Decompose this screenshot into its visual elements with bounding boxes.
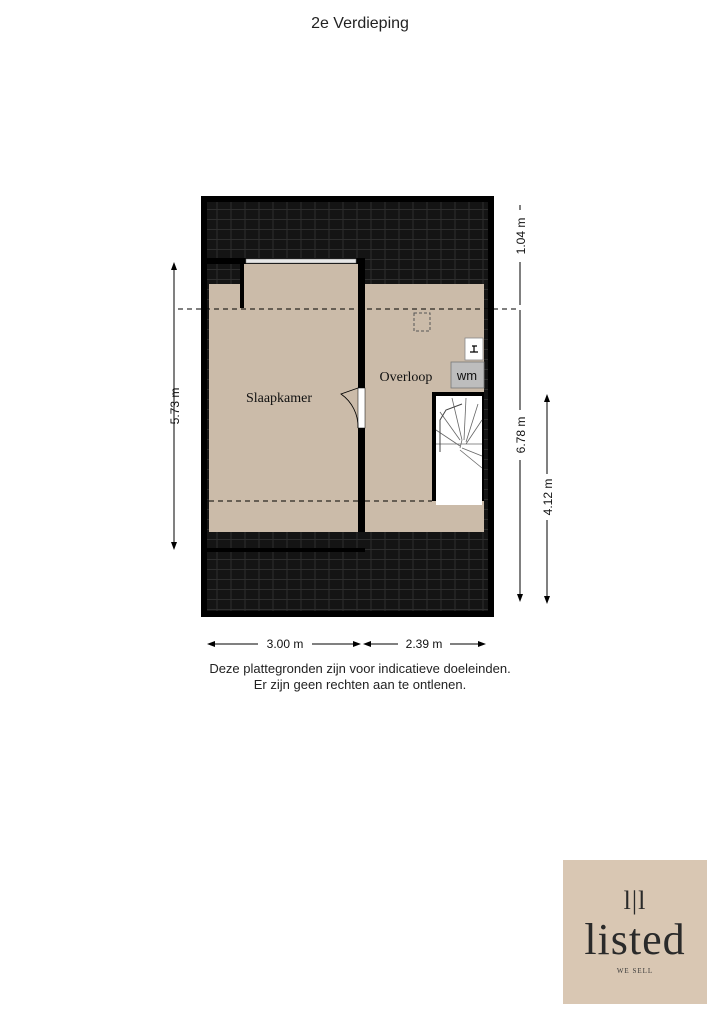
dim-width-right-label: 2.39 m (405, 637, 443, 651)
bedroom-notch (209, 264, 243, 284)
dim-width-left-label: 3.00 m (266, 637, 304, 651)
landing-label: Overloop (379, 370, 433, 385)
disclaimer-line-1: Deze plattegronden zijn voor indicatieve doeleinden. (209, 661, 511, 676)
wall-bedroom-bottom (207, 532, 365, 550)
disclaimer-line-2: Er zijn geen rechten aan te ontlenen. (253, 677, 467, 692)
logo-wordmark: listed (584, 915, 686, 964)
dim-right-total-label: 6.78 m (514, 416, 528, 454)
dim-top-right-label: 1.04 m (514, 217, 528, 255)
dim-left-label: 5.73 m (168, 387, 182, 425)
washing-machine-label: wm (456, 368, 478, 383)
wall-bedroom-bottom-line (207, 548, 365, 552)
wall-bedroom-notch (240, 258, 244, 308)
dim-right-total (517, 310, 523, 602)
bedroom-label: Slaapkamer (245, 391, 313, 406)
brand-logo (563, 860, 707, 1004)
dim-right-lower-label: 4.12 m (541, 478, 555, 516)
disclaimer (0, 661, 720, 693)
logo-mark: l|l (623, 886, 647, 915)
door-opening (358, 388, 365, 428)
dim-bottom (207, 641, 486, 647)
skylight (246, 259, 356, 263)
logo-tagline: WE SELL (616, 967, 654, 975)
floor-title: 2e Verdieping (311, 15, 409, 32)
